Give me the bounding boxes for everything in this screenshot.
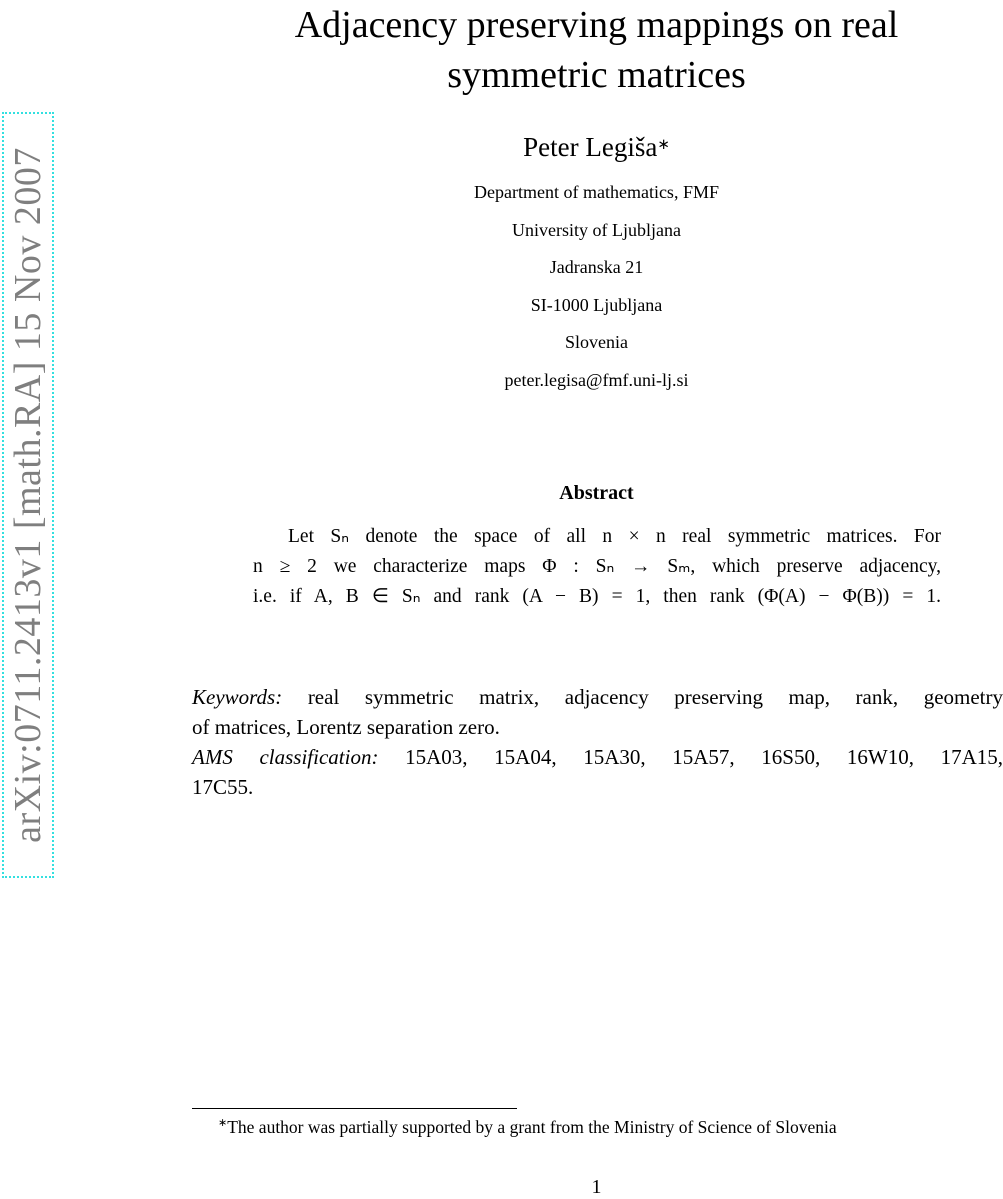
footnote-mark: ∗ xyxy=(218,1117,228,1129)
arxiv-stamp-text: arXiv:0711.2413v1 [math.RA] 15 Nov 2007 xyxy=(7,147,49,843)
affiliation-university: University of Ljubljana xyxy=(512,219,681,240)
affiliation-country: Slovenia xyxy=(565,332,628,352)
footnote-text: The author was partially supported by a grant from the Ministry of Science of Slovenia xyxy=(227,1116,837,1137)
ams-text-1: 15A03, 15A04, 15A30, 15A57, 16S50, 16W10, 17A15, xyxy=(405,745,1003,769)
title-line-2: symmetric matrices xyxy=(447,54,746,96)
abstract-heading: Abstract xyxy=(559,482,634,504)
abstract-line: i.e. if A, B ∈ Sₙ and rank (A − B) = 1, then rank (Φ(A) − Φ(B)) = 1. xyxy=(253,586,941,607)
keywords-text-1: real symmetric matrix, adjacency preserving map, rank, geometry xyxy=(307,685,1003,709)
affiliation-email: peter.legisa@fmf.uni-lj.si xyxy=(504,369,689,390)
ams-label: AMS classification: xyxy=(192,745,379,769)
abstract-line: n ≥ 2 we characterize maps Φ : Sₙ → Sₘ, which preserve adjacency, xyxy=(253,556,941,577)
affiliation xyxy=(190,174,1003,399)
author-name: Peter Legiša xyxy=(523,132,658,162)
keywords-line-2: of matrices, Lorentz separation zero. xyxy=(192,715,500,739)
ams-line-1 xyxy=(192,742,1003,772)
keywords-line-1 xyxy=(192,682,1003,712)
arxiv-stamp xyxy=(2,112,54,878)
page-number: 1 xyxy=(591,1176,602,1198)
title-line-1: Adjacency preserving mappings on real xyxy=(294,4,899,46)
affiliation-street: Jadranska 21 xyxy=(549,257,644,277)
author xyxy=(190,130,1003,164)
abstract-body xyxy=(253,522,941,612)
footnote xyxy=(218,1116,1003,1138)
abstract-line: Let Sₙ denote the space of all n × n real symmetric matrices. For xyxy=(288,526,941,547)
affiliation-city: SI-1000 Ljubljana xyxy=(530,294,663,315)
footnote-rule xyxy=(192,1108,517,1109)
paper-title xyxy=(190,0,1003,100)
keywords-label: Keywords: xyxy=(192,685,283,709)
author-footnote-mark: ∗ xyxy=(657,137,670,153)
affiliation-department: Department of mathematics, FMF xyxy=(474,182,719,202)
ams-line-2: 17C55. xyxy=(192,775,254,799)
keywords-block xyxy=(192,682,1003,802)
